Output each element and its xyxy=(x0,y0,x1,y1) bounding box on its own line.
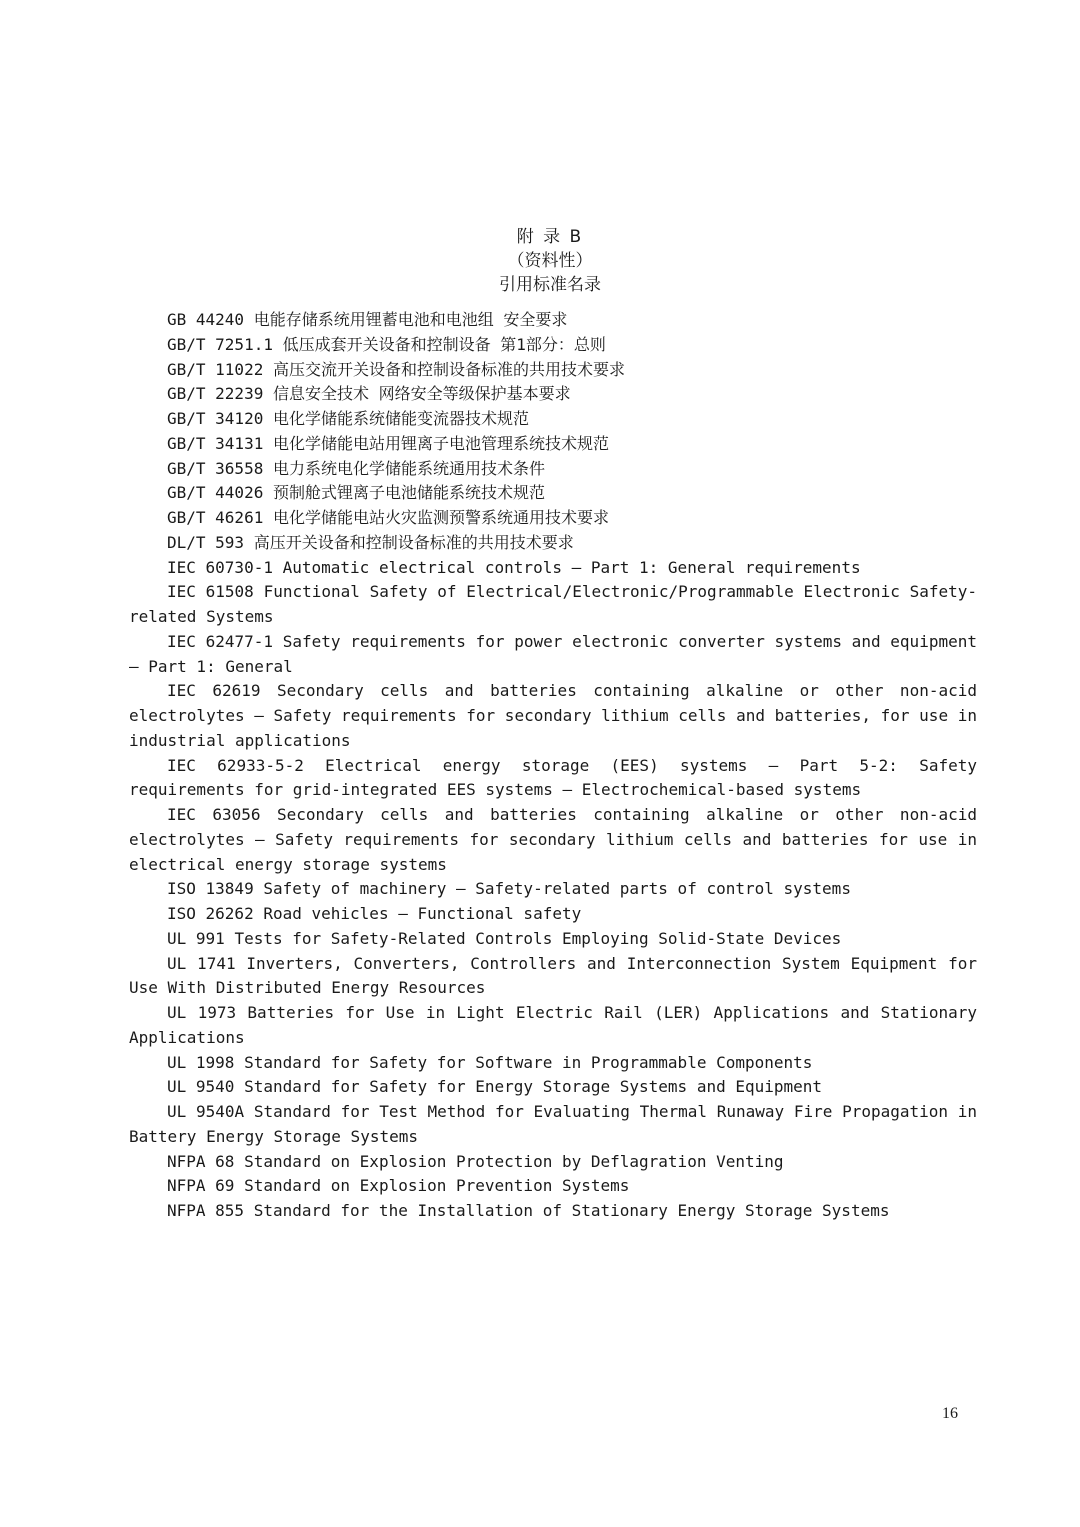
reference-code: UL 1973 xyxy=(167,1003,237,1022)
reference-title: Standard for Safety for Software in Programmable Components xyxy=(244,1052,813,1072)
reference-code: IEC 61508 xyxy=(167,582,254,602)
reference-code: UL 991 xyxy=(167,928,225,948)
reference-code: GB/T 46261 xyxy=(167,508,264,527)
reference-title: Standard on Explosion Protection by Deflagration Venting xyxy=(244,1151,784,1171)
reference-title: Safety of machinery — Safety-related parts of control systems xyxy=(263,879,851,899)
reference-code: GB/T 7251.1 xyxy=(167,334,273,354)
reference-item xyxy=(129,679,977,753)
reference-code: GB/T 22239 xyxy=(167,384,264,404)
reference-item xyxy=(129,407,977,432)
reference-item xyxy=(129,506,977,531)
reference-item xyxy=(129,382,977,407)
reference-item xyxy=(129,432,977,457)
reference-title: Safety requirements for power electronic converter systems and equipment – Part 1: General xyxy=(129,631,977,676)
reference-code: ISO 26262 xyxy=(167,904,254,923)
reference-title: 电化学储能系统储能变流器技术规范 xyxy=(272,409,529,428)
reference-code: UL 1998 xyxy=(167,1052,235,1072)
page-number: 16 xyxy=(942,1405,958,1422)
reference-code: NFPA 68 xyxy=(167,1151,235,1171)
reference-code: UL 1741 xyxy=(167,953,236,973)
reference-code: IEC 60730-1 xyxy=(167,557,273,577)
reference-item xyxy=(129,803,977,877)
reference-title: Road vehicles — Functional safety xyxy=(263,904,582,923)
appendix-subtitle: 引用标准名录 xyxy=(499,275,601,295)
reference-item xyxy=(129,333,977,358)
reference-title: 电化学储能电站用锂离子电池管理系统技术规范 xyxy=(272,433,609,453)
reference-title: Inverters, Converters, Controllers and Interconnection System Equipment for Use With Distributed Energy Resources xyxy=(129,953,977,998)
reference-title: 电化学储能电站火灾监测预警系统通用技术要求 xyxy=(272,508,609,527)
reference-item xyxy=(129,358,977,383)
reference-title: Tests for Safety-Related Controls Employing Solid-State Devices xyxy=(234,928,842,948)
reference-code: IEC 62477-1 xyxy=(167,631,274,651)
reference-code: ISO 13849 xyxy=(167,879,254,899)
reference-title: Standard for the Installation of Stationary Energy Storage Systems xyxy=(253,1201,890,1220)
reference-title: 信息安全技术 网络安全等级保护基本要求 xyxy=(272,384,571,404)
reference-item xyxy=(129,457,977,482)
reference-item xyxy=(129,308,977,333)
reference-item xyxy=(129,1051,977,1076)
reference-title: Standard on Explosion Prevention Systems xyxy=(244,1176,630,1196)
reference-item xyxy=(129,952,977,1002)
reference-item xyxy=(129,1150,977,1175)
reference-item xyxy=(129,1001,977,1051)
reference-code: GB/T 11022 xyxy=(167,359,264,379)
reference-code: GB/T 44026 xyxy=(167,483,264,503)
reference-code: IEC 62619 xyxy=(167,681,261,701)
reference-item xyxy=(129,1075,977,1100)
reference-title: 低压成套开关设备和控制设备 第1部分：总则 xyxy=(282,334,606,354)
reference-title: 高压开关设备和控制设备标准的共用技术要求 xyxy=(253,532,574,552)
appendix-title: 附 录 B xyxy=(516,227,584,247)
reference-item xyxy=(129,877,977,902)
reference-title: Electrical energy storage (EES) systems — Part 5-2: Safety requirements for grid-integrated EES systems — Electrochemical-based systems xyxy=(129,755,977,800)
reference-title: 高压交流开关设备和控制设备标准的共用技术要求 xyxy=(272,359,625,379)
reference-title: 预制舱式锂离子电池储能系统技术规范 xyxy=(272,483,545,503)
reference-item xyxy=(129,927,977,952)
reference-title: Automatic electrical controls – Part 1: General requirements xyxy=(282,557,861,577)
reference-item xyxy=(129,1199,977,1224)
reference-item xyxy=(129,481,977,506)
reference-code: NFPA 855 xyxy=(167,1201,245,1220)
reference-title: Secondary cells and batteries containing alkaline or other non-acid electrolytes – Safety requirements for secondary lithium cells and batteries for use in electrical energy storage systems xyxy=(129,805,977,874)
reference-code: UL 9540A xyxy=(167,1102,245,1121)
reference-code: GB/T 34120 xyxy=(167,409,264,428)
reference-code: NFPA 69 xyxy=(167,1176,235,1196)
reference-title: Standard for Safety for Energy Storage Systems and Equipment xyxy=(244,1077,823,1097)
reference-title: 电力系统电化学储能系统通用技术条件 xyxy=(272,458,545,478)
reference-item xyxy=(129,556,977,581)
appendix-type: （资料性） xyxy=(507,251,593,271)
reference-title: Secondary cells and batteries containing alkaline or other non-acid electrolytes – Safety requirements for secondary lithium cells and batteries, for use in industrial applications xyxy=(129,681,977,750)
reference-item xyxy=(129,580,977,630)
reference-title: 电能存储系统用锂蓄电池和电池组 安全要求 xyxy=(253,310,568,329)
reference-title: Standard for Test Method for Evaluating Thermal Runaway Fire Propagation in Battery Energy Storage Systems xyxy=(129,1102,977,1146)
reference-code: IEC 62933-5-2 xyxy=(167,755,304,775)
reference-item xyxy=(129,754,977,804)
reference-code: GB/T 36558 xyxy=(167,458,264,478)
reference-item xyxy=(129,531,977,556)
reference-code: GB/T 34131 xyxy=(167,433,264,453)
reference-title: Batteries for Use in Light Electric Rail (LER) Applications and Stationary Applications xyxy=(129,1003,977,1047)
reference-title: Functional Safety of Electrical/Electronic/Programmable Electronic Safety-related Systems xyxy=(129,582,978,626)
reference-item xyxy=(129,1174,977,1199)
reference-item xyxy=(129,630,977,680)
reference-code: DL/T 593 xyxy=(167,532,245,552)
reference-item xyxy=(129,902,977,927)
reference-code: UL 9540 xyxy=(167,1077,235,1097)
reference-list xyxy=(129,308,977,1224)
reference-code: GB 44240 xyxy=(167,310,245,329)
reference-item xyxy=(129,1100,977,1150)
reference-code: IEC 63056 xyxy=(167,805,261,824)
